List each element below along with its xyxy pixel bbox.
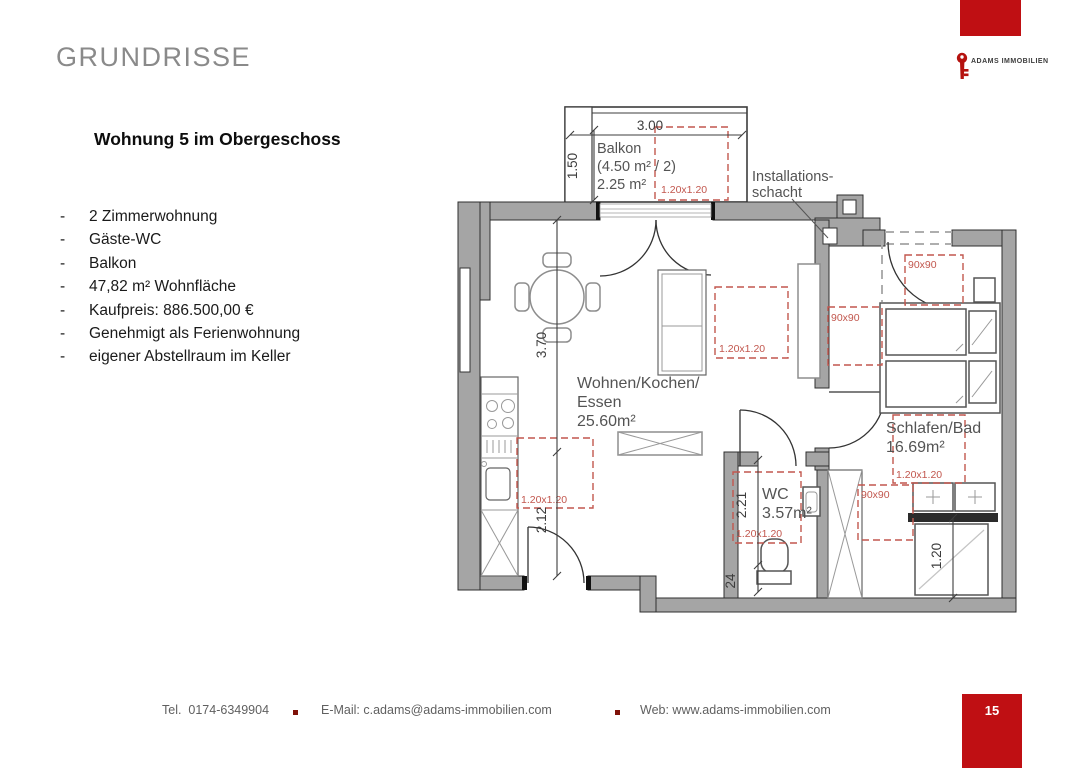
balcony-grid-label: 1.20x1.20: [661, 184, 708, 196]
wc-label: WC: [762, 486, 789, 503]
apartment-heading: Wohnung 5 im Obergeschoss: [94, 129, 341, 149]
kitchen-units: [481, 377, 518, 576]
feature-item: - 2 Zimmerwohnung: [60, 208, 218, 225]
shaft-label-1: Installations-: [752, 169, 834, 185]
footer-email: E-Mail: c.adams@adams-immobilien.com: [321, 703, 552, 717]
footer-tel: Tel. 0174-6349904: [162, 703, 270, 717]
bedroom-door-swing: [888, 242, 956, 310]
bath-90-label: 90x90: [861, 489, 890, 501]
living-label-2: Essen: [577, 394, 622, 411]
brand-logo-text: ADAMS IMMOBILIEN: [971, 58, 1049, 65]
page-number-box: [962, 694, 1022, 768]
balcony-door-right-swing: [656, 220, 711, 275]
installation-shaft: [823, 228, 837, 244]
footer-web: Web: www.adams-immobilien.com: [640, 703, 831, 717]
page-number: 15: [984, 703, 1000, 718]
footer-bullet: [293, 710, 298, 715]
tv-board: [798, 264, 820, 378]
wc-grid-label: 1.20x1.20: [736, 528, 783, 540]
sleep-bath-label: Schlafen/Bad: [886, 420, 982, 437]
pillow: [969, 361, 996, 403]
feature-item: - eigener Abstellraum im Keller: [60, 348, 291, 366]
wc-area: 3.57m²: [762, 505, 812, 522]
page-title: GRUNDRISSE: [56, 42, 252, 72]
bath-grid-label: 1.20x1.20: [896, 469, 943, 481]
feature-item: - Genehmigt als Ferienwohnung: [60, 325, 301, 343]
living-area: 25.60m²: [577, 413, 636, 430]
balcony-door-left-swing: [600, 220, 656, 276]
cabinet: [658, 270, 706, 375]
footer-bullet: [615, 710, 620, 715]
wc-niche-dim: 24: [723, 573, 738, 589]
chair: [515, 283, 529, 311]
balcony-area-fraction: (4.50 m² / 2): [597, 159, 676, 175]
entry-dim: 2.12: [534, 506, 549, 534]
nightstand: [974, 278, 995, 302]
feature-item: - 47,82 m² Wohnfläche: [60, 278, 237, 296]
balcony-area: 2.25 m²: [597, 177, 647, 193]
living-bedroom-door-swing: [829, 392, 885, 448]
kitchen-sink: [486, 468, 510, 500]
shaft-label-2: schacht: [752, 185, 802, 201]
wc-length-dim: 2.21: [734, 491, 749, 519]
feature-item: - Balkon: [60, 254, 137, 272]
living-length-dim: 3.70: [534, 331, 549, 359]
bedroom-door-90-label: 90x90: [908, 259, 937, 271]
mattress: [886, 361, 966, 407]
living-grid-label: 1.20x1.20: [719, 343, 766, 355]
feature-item: - Gäste-WC: [60, 231, 162, 249]
chair: [586, 283, 600, 311]
bed: [880, 303, 1000, 413]
kitchen-grid-label: 1.20x1.20: [521, 494, 568, 506]
toilet: [761, 539, 788, 573]
bedroom-window-90-label: 90x90: [831, 312, 860, 324]
balcony-label: Balkon: [597, 141, 642, 157]
living-label-1: Wohnen/Kochen/: [577, 375, 700, 392]
balcony-depth-dim: 1.50: [565, 152, 580, 180]
mattress: [886, 309, 966, 355]
entrance-door-swing: [528, 527, 584, 583]
shower-dim: 1.20: [929, 542, 944, 570]
feature-item: - Kaufpreis: 886.500,00 €: [60, 301, 254, 319]
balcony-width-dim: 3.00: [636, 118, 664, 133]
sleep-bath-area: 16.69m²: [886, 439, 945, 456]
